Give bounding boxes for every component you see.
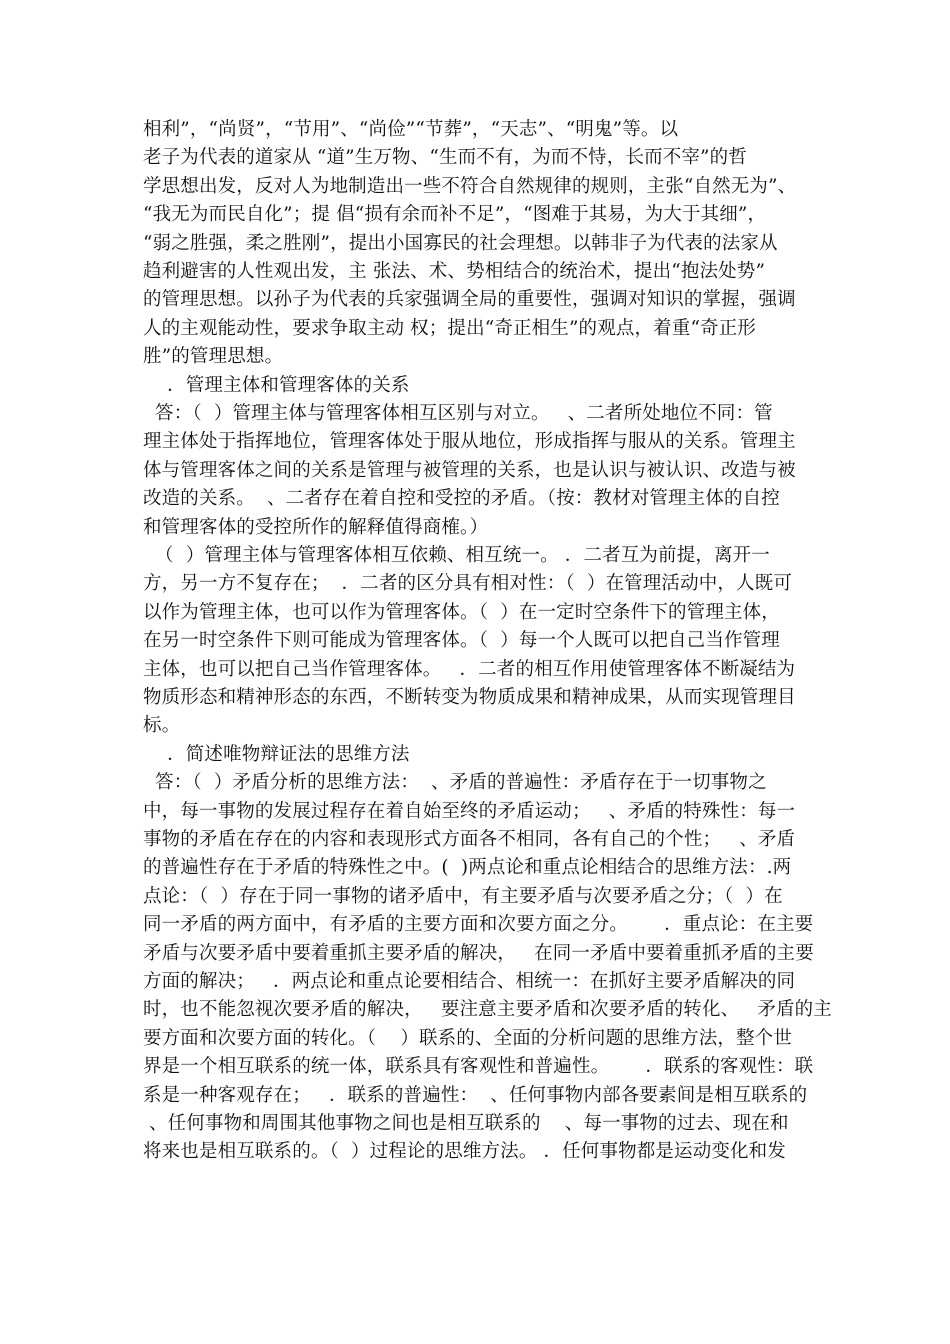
text-line: 人的主观能动性，要求争取主动 权；提出“奇正相生”的观点，着重“奇正形 — [143, 317, 757, 339]
text-line: 同一矛盾的两方面中，有矛盾的主要方面和次要方面之分。 ．重点论：在主要 — [143, 914, 814, 936]
text-line: ．管理主体和管理客体的关系 — [143, 374, 410, 396]
text-line: 胜”的管理思想。 — [143, 346, 284, 368]
text-line: （ ）管理主体与管理客体相互依赖、相互统一。 ．二者互为前提，离开一 — [143, 545, 770, 566]
text-line: 中，每一事物的发展过程存在着自始至终的矛盾运动； 、矛盾的特殊性：每一 — [143, 800, 796, 822]
text-line: 答：（ ）矛盾分析的思维方法： 、矛盾的普遍性：矛盾存在于一切事物之 — [143, 772, 767, 794]
text-line: 矛盾与次要矛盾中要着重抓主要矛盾的解决， 在同一矛盾中要着重抓矛盾的主要 — [143, 942, 814, 964]
text-line: 主体，也可以把自己当作管理客体。 ．二者的相互作用使管理客体不断凝结为 — [143, 658, 796, 680]
text-line: 和管理客体的受控所作的解释值得商榷。） — [143, 516, 489, 538]
text-line: 的管理思想。以孙子为代表的兵家强调全局的重要性，强调对知识的掌握，强调 — [143, 289, 796, 311]
text-line: 理主体处于指挥地位，管理客体处于服从地位，形成指挥与服从的关系。管理主 — [143, 431, 796, 453]
text-line: 事物的矛盾在存在的内容和表现形式方面各不相同，各有自己的个性； 、矛盾 — [143, 829, 796, 850]
text-line: “我无为而民自化”；提 倡“损有余而补不足”，“图难于其易，为大于其细”， — [143, 204, 767, 226]
text-line: 方，另一方不复存在； ．二者的区分具有相对性：（ ）在管理活动中，人既可 — [143, 573, 792, 595]
text-line: 体与管理客体之间的关系是管理与被管理的关系，也是认识与被认识、改造与被 — [143, 459, 796, 481]
text-line: 老子为代表的道家从 “道”生万物、“生而不有，为而不恃，长而不宰”的哲 — [143, 147, 747, 169]
text-line: 的普遍性存在于矛盾的特殊性之中。( )两点论和重点论相结合的思维方法：.两 — [143, 857, 792, 879]
text-line: 以作为管理主体，也可以作为管理客体。（ ）在一定时空条件下的管理主体， — [143, 601, 780, 623]
text-line: 学思想出发，反对人为地制造出一些不符合自然规律的规则，主张“自然无为”、 — [143, 175, 797, 197]
text-line: 要方面和次要方面的转化。（ ）联系的、全面的分析问题的思维方法，整个世 — [143, 1027, 792, 1049]
text-line: 趋利避害的人性观出发，主 张法、术、势相结合的统治术，提出“抱法处势” — [143, 261, 766, 282]
text-line: 答：（ ）管理主体与管理客体相互区别与对立。 、二者所处地位不同：管 — [143, 403, 773, 424]
text-line: “弱之胜强，柔之胜刚”，提出小国寡民的社会理想。以韩非子为代表的法家从 — [143, 232, 778, 254]
text-line: 在另一时空条件下则可能成为管理客体。（ ）每一个人既可以把自己当作管理 — [143, 630, 780, 652]
text-line: 将来也是相互联系的。（ ）过程论的思维方法。 ．任何事物都是运动变化和发 — [143, 1141, 786, 1163]
text-line: 系是一种客观存在； ．联系的普遍性： 、任何事物内部各要素间是相互联系的 — [143, 1084, 808, 1106]
text-line: 改造的关系。 、二者存在着自控和受控的矛盾。（按：教材对管理主体的自控 — [143, 488, 780, 510]
text-line: 相利”，“尚贤”，“节用”、“尚俭”“节葬”，“天志”、“明鬼”等。以 — [143, 119, 679, 140]
text-line: ．简述唯物辩证法的思维方法 — [143, 743, 410, 765]
text-line: 点论：（ ）存在于同一事物的诸矛盾中，有主要矛盾与次要矛盾之分；（ ）在 — [143, 885, 783, 907]
text-line: 物质形态和精神形态的东西，不断转变为物质成果和精神成果，从而实现管理目 — [143, 687, 796, 708]
text-line: 界是一个相互联系的统一体，联系具有客观性和普遍性。 ．联系的客观性：联 — [143, 1056, 814, 1078]
text-line: 、任何事物和周围其他事物之间也是相互联系的 、每一事物的过去、现在和 — [143, 1113, 789, 1134]
text-line: 时，也不能忽视次要矛盾的解决， 要注意主要矛盾和次要矛盾的转化、 矛盾的主 — [143, 999, 832, 1021]
text-line: 方面的解决； ．两点论和重点论要相结合、相统一：在抓好主要矛盾解决的同 — [143, 971, 796, 992]
text-line: 标。 — [143, 715, 181, 737]
